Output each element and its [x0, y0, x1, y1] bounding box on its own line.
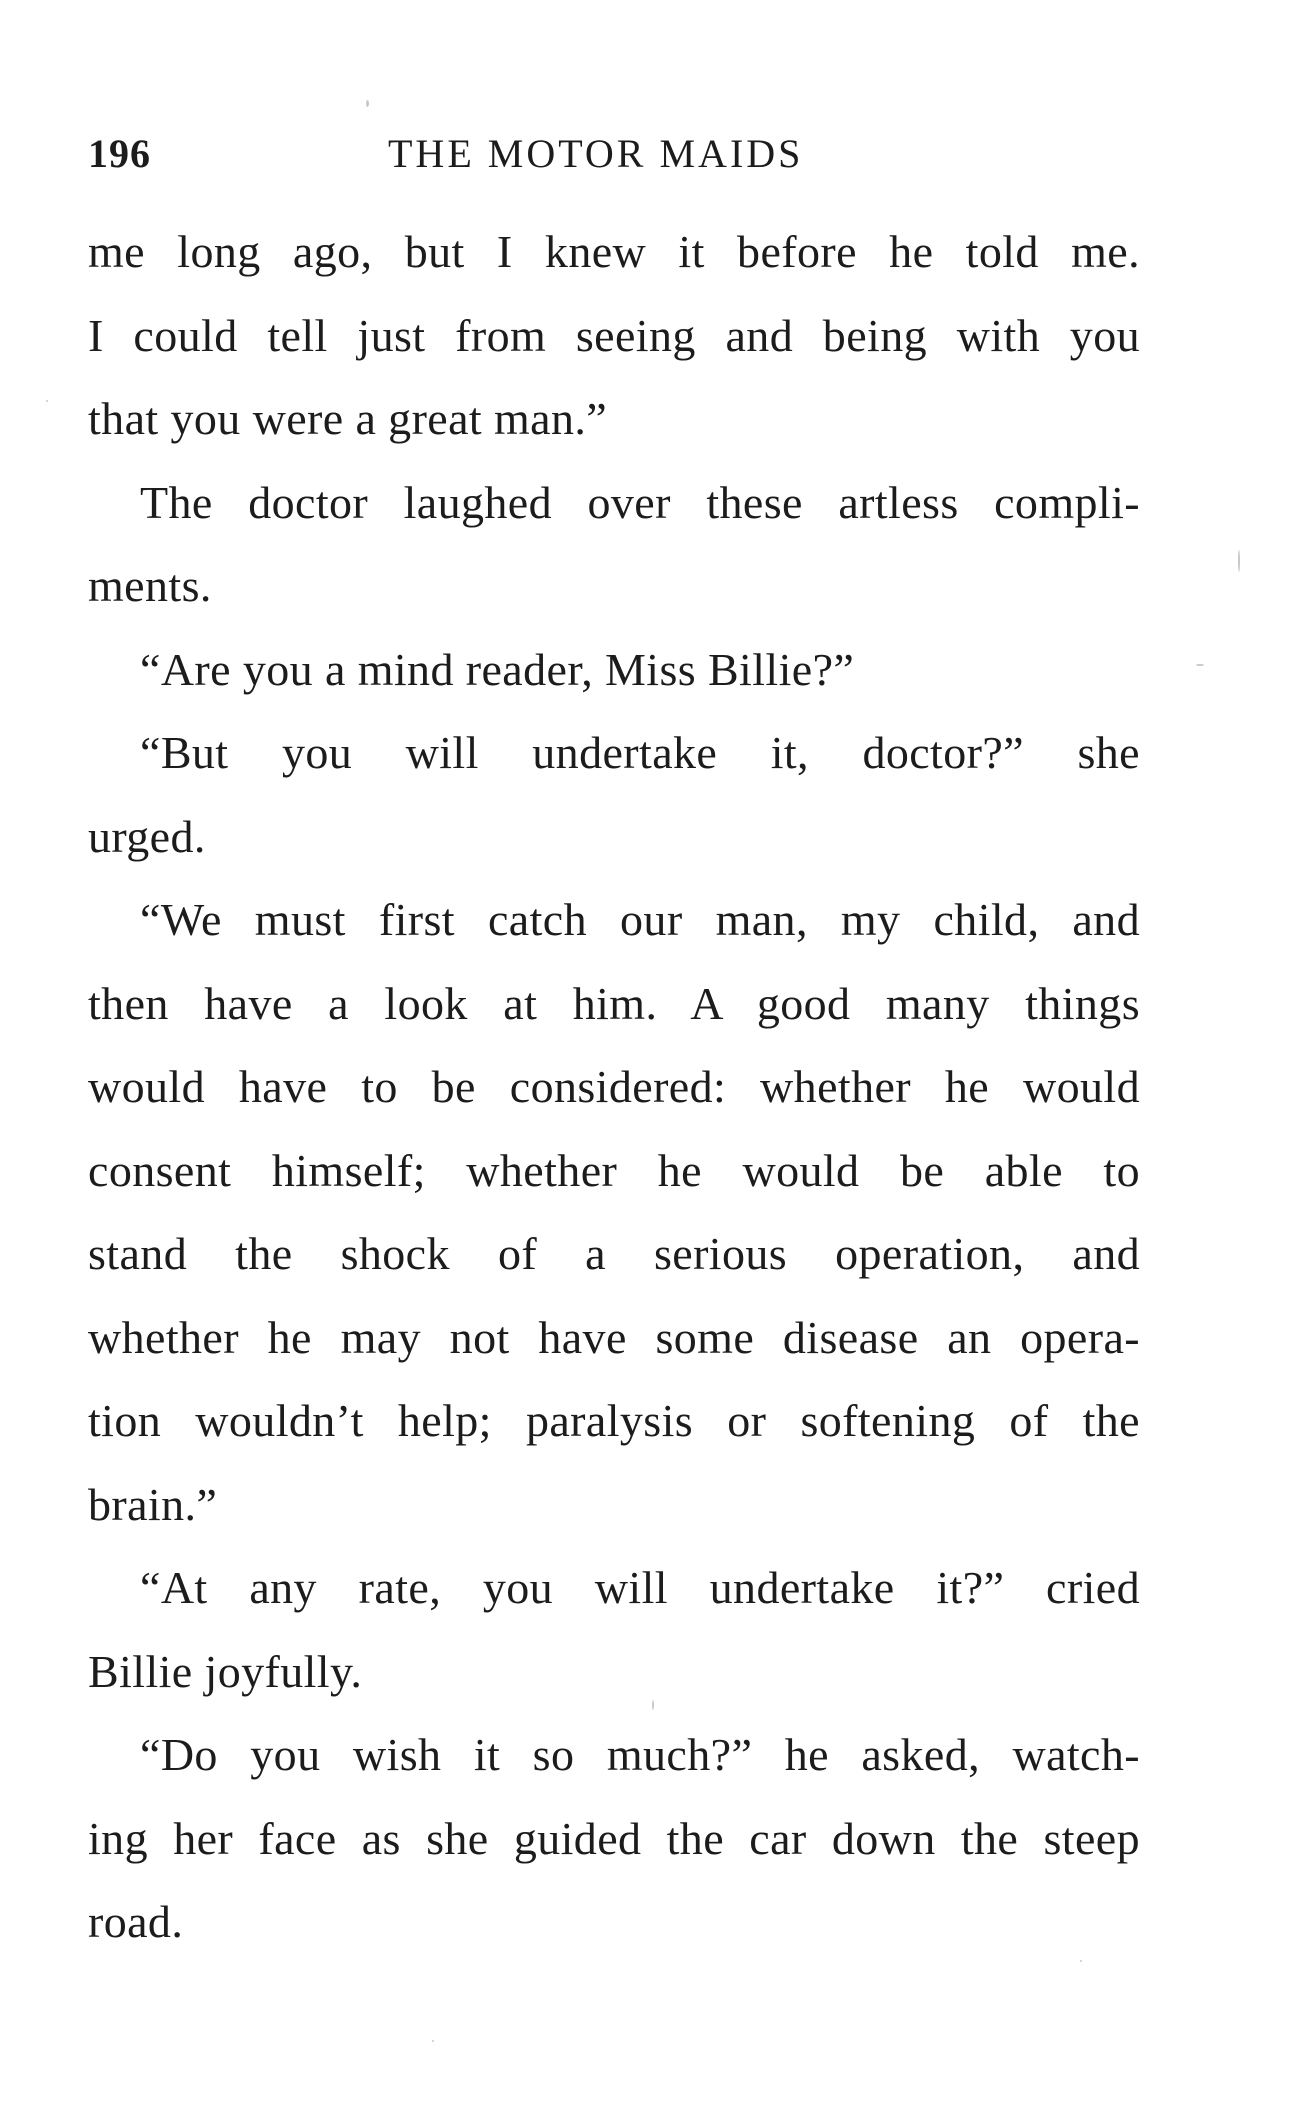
print-speck	[1080, 1960, 1082, 1962]
text-line: The doctor laughed over these artless compli-	[140, 476, 1140, 528]
print-speck	[652, 1700, 654, 1710]
text-line: “But you will undertake it, doctor?” she	[140, 727, 1140, 778]
text-line: that you were a great man.”	[88, 393, 608, 444]
text-line: ing her face as she guided the car down the steep	[88, 1812, 1140, 1864]
book-title: THE MOTOR MAIDS	[388, 131, 804, 176]
body-text	[88, 210, 1140, 1964]
text-line: then have a look at him. A good many things	[88, 977, 1140, 1029]
text-line: tion wouldn’t help; paralysis or softening of the	[88, 1395, 1140, 1446]
text-line: road.	[88, 1896, 184, 1947]
text-line: “At any rate, you will undertake it?” cried	[140, 1562, 1140, 1613]
print-speck	[1196, 664, 1204, 666]
text-line: “Do you wish it so much?” he asked, watch-	[140, 1729, 1140, 1780]
print-speck	[432, 2040, 434, 2042]
text-line: urged.	[88, 810, 206, 862]
text-line: I could tell just from seeing and being with you	[88, 309, 1140, 361]
print-speck	[366, 100, 369, 107]
text-line: ments.	[88, 560, 212, 611]
text-line: would have to be considered: whether he would	[88, 1061, 1140, 1112]
running-head	[88, 128, 1140, 180]
print-speck	[1238, 550, 1240, 572]
print-speck	[46, 400, 48, 402]
text-line: whether he may not have some disease an opera-	[88, 1311, 1140, 1363]
page-number: 196	[88, 131, 151, 176]
text-line: stand the shock of a serious operation, and	[88, 1228, 1140, 1279]
text-line: consent himself; whether he would be able to	[88, 1144, 1140, 1196]
text-line: brain.”	[88, 1478, 218, 1530]
text-line: “We must first catch our man, my child, and	[140, 894, 1140, 945]
text-line: “Are you a mind reader, Miss Billie?”	[140, 643, 855, 695]
text-line: Billie joyfully.	[88, 1645, 363, 1697]
text-line: me long ago, but I knew it before he told me.	[88, 226, 1140, 277]
